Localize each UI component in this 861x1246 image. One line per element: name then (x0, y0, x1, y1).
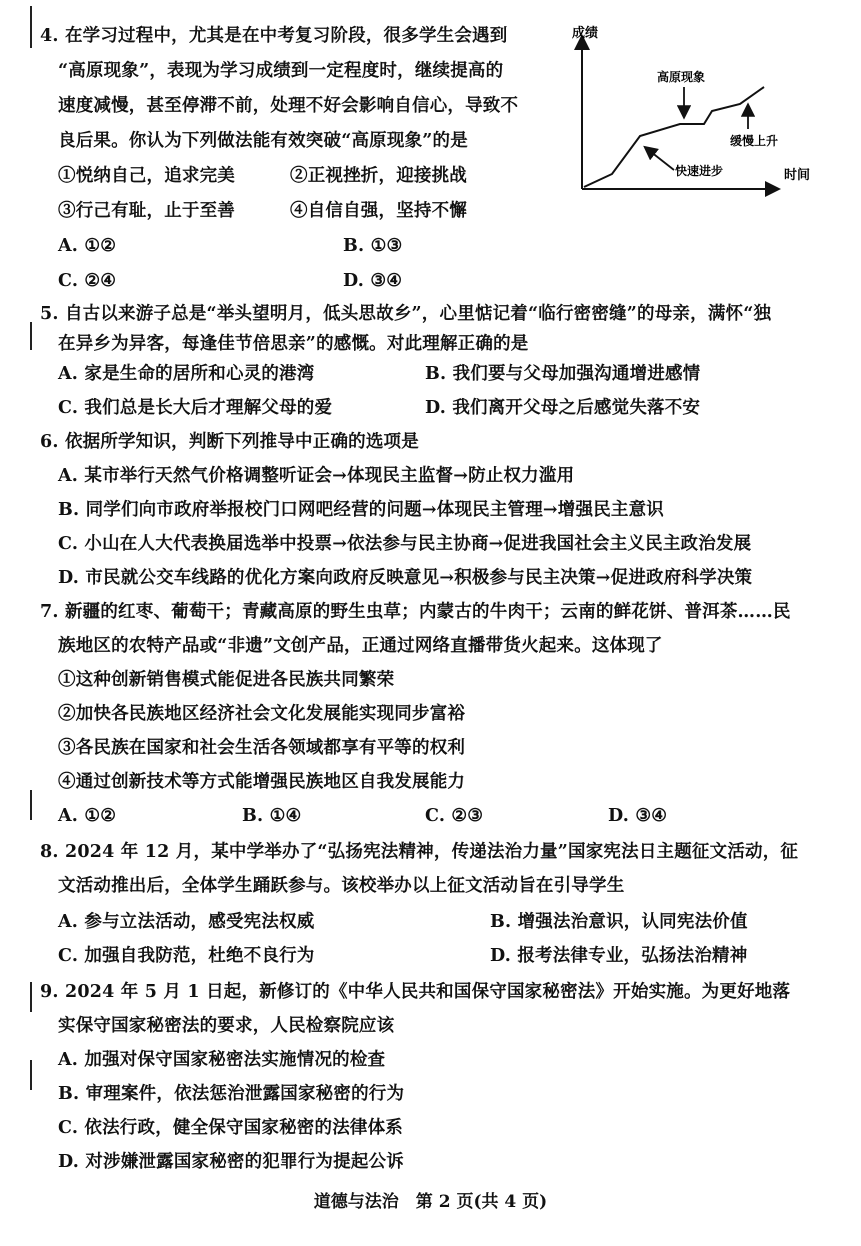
q5-stem-line: 在异乡为异客，每逢佳节倍思亲”的感慨。对此理解正确的是 (58, 334, 529, 354)
margin-mark (30, 790, 32, 820)
q6-option-b[interactable]: B. 同学们向市政府举报校门口网吧经营的问题→体现民主管理→增强民主意识 (58, 500, 665, 520)
q4-option-b[interactable]: B. ①③ (343, 236, 403, 256)
q7-option-a[interactable]: A. ①② (58, 806, 117, 826)
margin-mark (30, 1060, 32, 1090)
fast-progress-arrow (646, 148, 674, 170)
q8-option-b[interactable]: B. 增强法治意识，认同宪法价值 (490, 912, 748, 932)
q4-option-a[interactable]: A. ①② (58, 236, 117, 256)
slow-rise-label: 缓慢上升 (730, 134, 779, 148)
q9-option-b[interactable]: B. 审理案件，依法惩治泄露国家秘密的行为 (58, 1084, 405, 1104)
q5-option-c[interactable]: C. 我们总是长大后才理解父母的爱 (58, 398, 333, 418)
q4-option-c[interactable]: C. ②④ (58, 271, 117, 291)
q8-stem-line: 文活动推出后，全体学生踊跃参与。该校举办以上征文活动旨在引导学生 (58, 876, 625, 896)
q9-stem-line: 9. 2024 年 5 月 1 日起，新修订的《中华人民共和国保守国家秘密法》开始实施。为更好地落 (40, 982, 791, 1002)
q6-option-d[interactable]: D. 市民就公交车线路的优化方案向政府反映意见→积极参与民主决策→促进政府科学决策 (58, 568, 753, 588)
q9-option-a[interactable]: A. 加强对保守国家秘密法实施情况的检查 (58, 1050, 386, 1070)
q7-statement: ④通过创新技术等方式能增强民族地区自我发展能力 (58, 772, 466, 792)
q4-stem-line: “高原现象”，表现为学习成绩到一定程度时，继续提高的 (58, 61, 504, 81)
q4-option-d[interactable]: D. ③④ (343, 271, 403, 291)
page-footer: 道德与法治 第 2 页(共 4 页) (313, 1192, 548, 1212)
q4-statement: ②正视挫折，迎接挑战 (290, 166, 467, 186)
x-axis-label: 时间 (784, 168, 811, 183)
q7-stem-line: 7. 新疆的红枣、葡萄干；青藏高原的野生虫草；内蒙古的牛肉干；云南的鲜花饼、普洱茶……民 (40, 602, 791, 622)
q6-option-c[interactable]: C. 小山在人大代表换届选举中投票→依法参与民主协商→促进我国社会主义民主政治发展 (58, 534, 752, 554)
q5-option-b[interactable]: B. 我们要与父母加强沟通增进感情 (425, 364, 701, 384)
plateau-label: 高原现象 (657, 70, 706, 84)
q4-stem-line: 速度减慢，甚至停滞不前，处理不好会影响自信心，导致不 (58, 96, 519, 116)
q4-statement: ①悦纳自己，追求完美 (58, 166, 235, 186)
q6-option-a[interactable]: A. 某市举行天然气价格调整听证会→体现民主监督→防止权力滥用 (58, 466, 575, 486)
q7-option-c[interactable]: C. ②③ (425, 806, 484, 826)
q7-statement: ③各民族在国家和社会生活各领域都享有平等的权利 (58, 738, 466, 758)
y-axis-label: 成绩 (572, 26, 599, 41)
q8-option-c[interactable]: C. 加强自我防范，杜绝不良行为 (58, 946, 315, 966)
margin-mark (30, 322, 32, 350)
fast-progress-label: 快速进步 (675, 164, 724, 178)
q8-stem-line: 8. 2024 年 12 月，某中学举办了“弘扬宪法精神，传递法治力量”国家宪法日主题征文活动，征 (40, 842, 799, 862)
q7-option-d[interactable]: D. ③④ (608, 806, 668, 826)
q4-statement: ③行己有耻，止于至善 (58, 201, 235, 221)
q8-option-a[interactable]: A. 参与立法活动，感受宪法权威 (58, 912, 315, 932)
q7-stem-line: 族地区的农特产品或“非遗”文创产品，正通过网络直播带货火起来。这体现了 (58, 636, 663, 656)
q4-statement: ④自信自强，坚持不懈 (290, 201, 467, 221)
q7-statement: ②加快各民族地区经济社会文化发展能实现同步富裕 (58, 704, 466, 724)
q6-stem-line: 6. 依据所学知识，判断下列推导中正确的选项是 (40, 432, 419, 452)
q9-option-d[interactable]: D. 对涉嫌泄露国家秘密的犯罪行为提起公诉 (58, 1152, 404, 1172)
q7-statement: ①这种创新销售模式能促进各民族共同繁荣 (58, 670, 395, 690)
q5-option-d[interactable]: D. 我们离开父母之后感觉失落不安 (425, 398, 701, 418)
margin-mark (30, 6, 32, 48)
q5-stem-line: 5. 自古以来游子总是“举头望明月，低头思故乡”，心里惦记着“临行密密缝”的母亲，满怀“独 (40, 304, 772, 324)
q9-stem-line: 实保守国家秘密法的要求，人民检察院应该 (58, 1016, 395, 1036)
q4-stem-line: 良后果。你认为下列做法能有效突破“高原现象”的是 (58, 131, 468, 151)
margin-mark (30, 982, 32, 1012)
q9-option-c[interactable]: C. 依法行政，健全保守国家秘密的法律体系 (58, 1118, 404, 1138)
q8-option-d[interactable]: D. 报考法律专业，弘扬法治精神 (490, 946, 748, 966)
q7-option-b[interactable]: B. ①④ (242, 806, 302, 826)
q4-stem-line: 4. 在学习过程中，尤其是在中考复习阶段，很多学生会遇到 (40, 26, 508, 46)
q5-option-a[interactable]: A. 家是生命的居所和心灵的港湾 (58, 364, 315, 384)
plateau-graph (572, 24, 837, 199)
